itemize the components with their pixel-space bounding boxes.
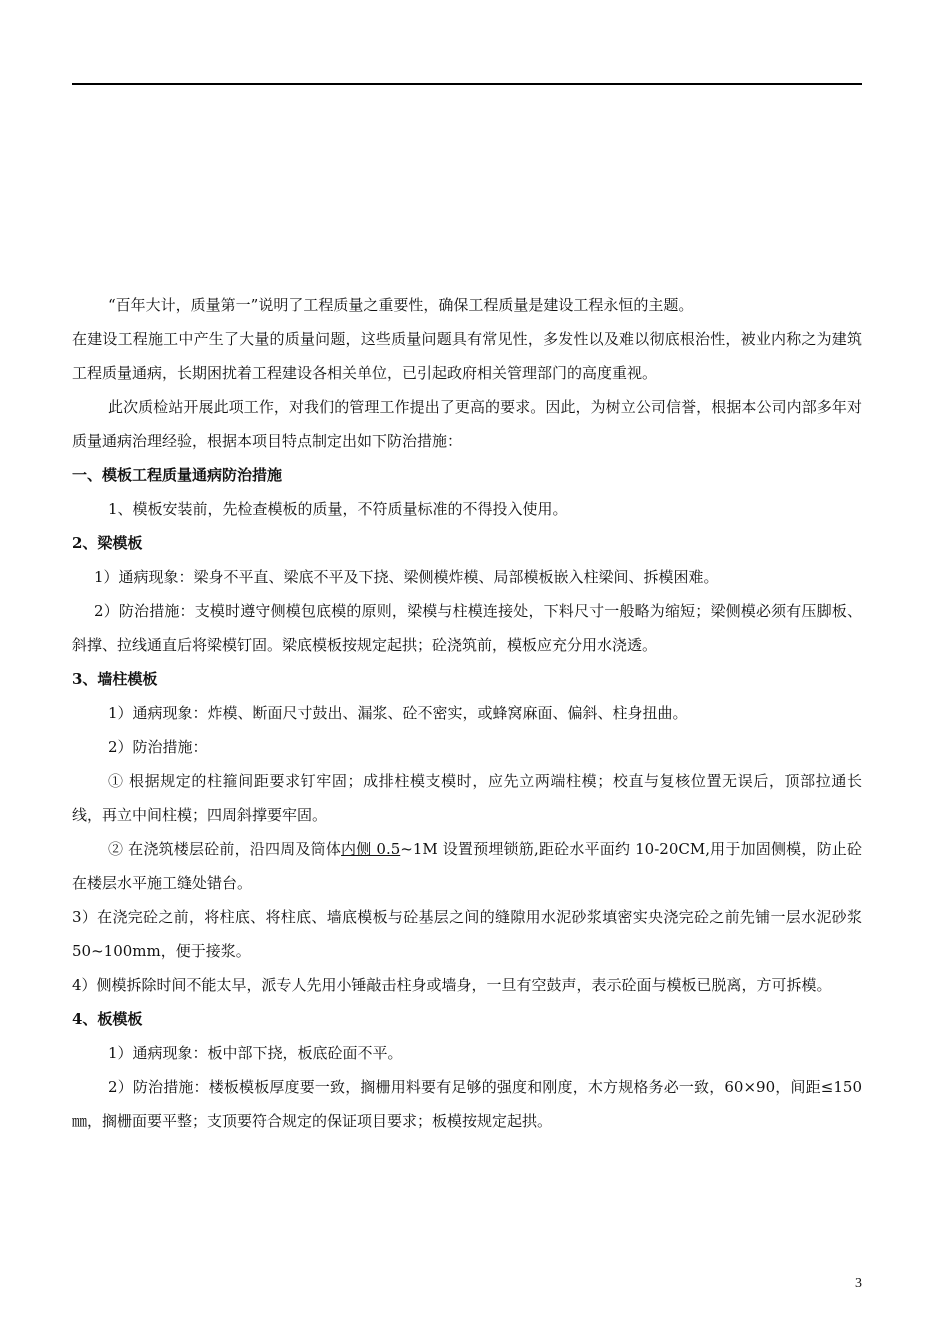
section-3-paragraph-4-a: ② 在浇筑楼层砼前，沿四周及筒体 (108, 840, 342, 858)
header-rule (72, 83, 862, 85)
section-3-heading: 3、墙柱模板 (72, 670, 158, 688)
page-number: 3 (855, 1276, 862, 1291)
section-2-paragraph-2: 2）防治措施：支模时遵守侧模包底模的原则，梁模与柱模连接处，下料尺寸一般略为缩短；梁侧模必须有压脚板、斜撑、拉线通直后将梁模钉固。梁底模板按规定起拱；砼浇筑前，模板应充分用水浇透。 (72, 602, 862, 654)
section-3-paragraph-5: 3）在浇完砼之前，将柱底、将柱底、墙底模板与砼基层之间的缝隙用水泥砂浆填密实央浇完砼之前先铺一层水泥砂浆 50~100mm，便于接浆。 (72, 908, 862, 960)
section-3-paragraph-6: 4）侧模拆除时间不能太早，派专人先用小锤敲击柱身或墙身，一旦有空鼓声，表示砼面与模板已脱离，方可拆模。 (72, 976, 832, 994)
section-3-paragraph-4-b: ~1M 设置预埋锁筋,距砼水平面约 10-20CM,用于加固侧模，防止砼在楼层水平施工缝处错台。 (72, 840, 863, 892)
section-2-paragraph-1: 1）通病现象：梁身不平直、梁底不平及下挠、梁侧模炸模、局部模板嵌入柱梁间、拆模困难。 (94, 568, 719, 586)
document-body (72, 288, 862, 1138)
section-3-paragraph-4 (72, 832, 862, 900)
section-1-heading: 一、模板工程质量通病防治措施 (72, 466, 283, 484)
section-3-paragraph-1: 1）通病现象：炸模、断面尺寸鼓出、漏浆、砼不密实，或蜂窝麻面、偏斜、柱身扭曲。 (108, 704, 688, 722)
section-4-heading: 4、板模板 (72, 1010, 143, 1028)
intro-paragraph-3: 此次质检站开展此项工作，对我们的管理工作提出了更高的要求。因此，为树立公司信誉，根据本公司内部多年对质量通病治理经验，根据本项目特点制定出如下防治措施： (72, 398, 862, 450)
section-3-paragraph-2: 2）防治措施： (108, 738, 208, 756)
intro-paragraph-1: “百年大计，质量第一”说明了工程质量之重要性，确保工程质量是建设工程永恒的主题。 (108, 296, 694, 314)
section-2-heading: 2、梁模板 (72, 534, 143, 552)
section-4-paragraph-2: 2）防治措施：楼板模板厚度要一致，搁栅用料要有足够的强度和刚度，木方规格务必一致，60×90，间距≤150㎜，搁栅面要平整；支顶要符合规定的保证项目要求；板模按规定起拱。 (72, 1078, 862, 1130)
section-1-item-1: 1、模板安装前，先检查模板的质量，不符质量标准的不得投入使用。 (108, 500, 568, 518)
section-3-paragraph-3: ① 根据规定的柱箍间距要求钉牢固；成排柱模支模时，应先立两端柱模；校直与复核位置无误后，顶部拉通长线，再立中间柱模；四周斜撑要牢固。 (72, 772, 862, 824)
section-3-paragraph-4-underlined: 内侧 0.5 (341, 840, 401, 858)
intro-paragraph-2: 在建设工程施工中产生了大量的质量问题，这些质量问题具有常见性，多发性以及难以彻底根治性，被业内称之为建筑工程质量通病，长期困扰着工程建设各相关单位，已引起政府相关管理部门的高度重视。 (72, 330, 862, 382)
section-4-paragraph-1: 1）通病现象：板中部下挠，板底砼面不平。 (108, 1044, 403, 1062)
